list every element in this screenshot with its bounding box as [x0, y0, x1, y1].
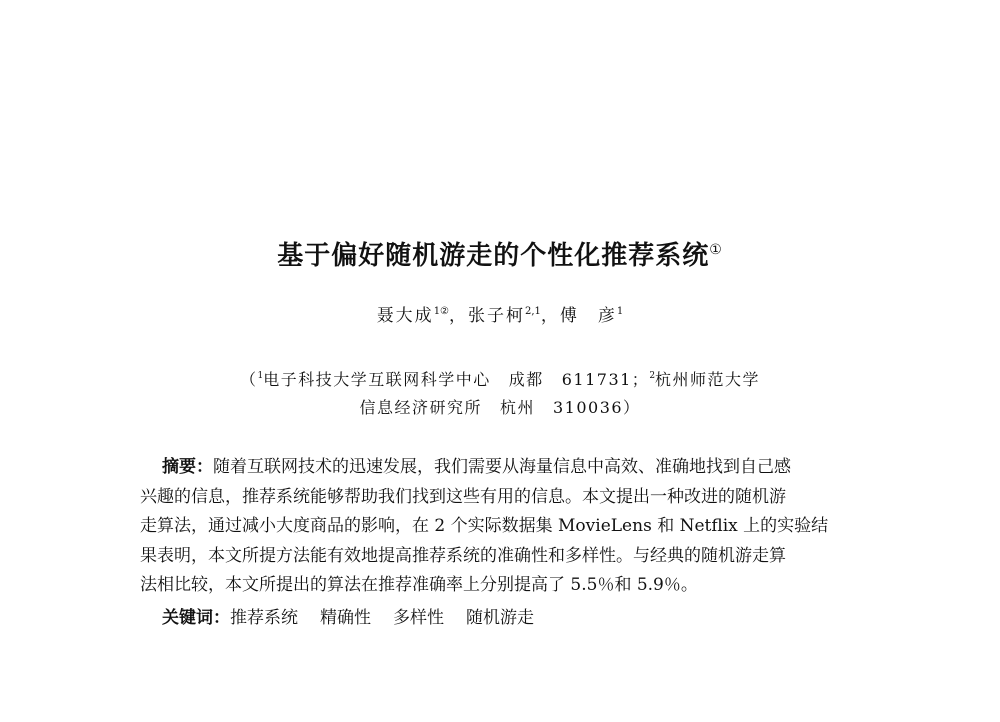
author-separator: ， — [540, 306, 560, 326]
affiliation-marker: 2 — [649, 371, 656, 381]
affiliation-open-paren: （ — [239, 370, 258, 389]
author-name: 聂大成 — [376, 306, 434, 326]
abstract-line: 走算法，通过减小大度商品的影响，在 2 个实际数据集 MovieLens 和 Netflix 上的实验结 — [140, 516, 829, 536]
abstract-line — [140, 453, 880, 483]
abstract-line: 法相比较，本文所提出的算法在推荐准确率上分别提高了 5.5％和 5.9％。 — [140, 575, 698, 595]
affiliation-postcode: 611731； — [561, 370, 650, 389]
abstract-text: 随着互联网技术的迅速发展，我们需要从海量信息中高效、准确地找到自己感 — [213, 457, 791, 477]
keyword: 推荐系统 — [230, 608, 298, 628]
author-name: 傅 彦 — [559, 306, 617, 326]
affiliation-city: 杭州 — [499, 398, 535, 417]
author-list — [0, 300, 1000, 328]
paper-title — [0, 232, 1000, 274]
affiliations — [0, 362, 1000, 422]
abstract-line: 果表明，本文所提方法能有效地提高推荐系统的准确性和多样性。与经典的随机游走算 — [140, 545, 786, 566]
keyword: 多样性 — [393, 608, 444, 628]
affiliation-line-2 — [0, 394, 1000, 422]
author-affiliation-marker: 1② — [433, 306, 450, 317]
author-affiliation-marker: 1 — [616, 306, 624, 317]
keyword: 随机游走 — [466, 608, 534, 628]
keyword: 精确性 — [320, 608, 371, 628]
affiliation-city: 成都 — [508, 370, 544, 389]
abstract-line: 兴趣的信息，推荐系统能够帮助我们找到这些有用的信息。本文提出一种改进的随机游 — [140, 486, 786, 507]
affiliation-line-1 — [0, 362, 1000, 394]
abstract — [140, 453, 880, 601]
title-footnote-marker: ① — [709, 242, 723, 258]
author-separator: ， — [449, 306, 469, 326]
affiliation-department: 信息经济研究所 — [359, 398, 482, 417]
author-name: 张子柯 — [468, 306, 526, 326]
affiliation-institution: 电子科技大学互联网科学中心 — [263, 370, 491, 389]
keywords — [162, 604, 556, 633]
paper-title-text: 基于偏好随机游走的个性化推荐系统 — [277, 241, 710, 271]
affiliation-postcode: 310036） — [552, 398, 641, 417]
affiliation-marker: 1 — [257, 371, 264, 381]
author-affiliation-marker: 2,1 — [525, 306, 541, 317]
affiliation-institution: 杭州师范大学 — [655, 370, 761, 389]
abstract-label: 摘要： — [162, 457, 213, 477]
keywords-label: 关键词： — [162, 608, 230, 628]
